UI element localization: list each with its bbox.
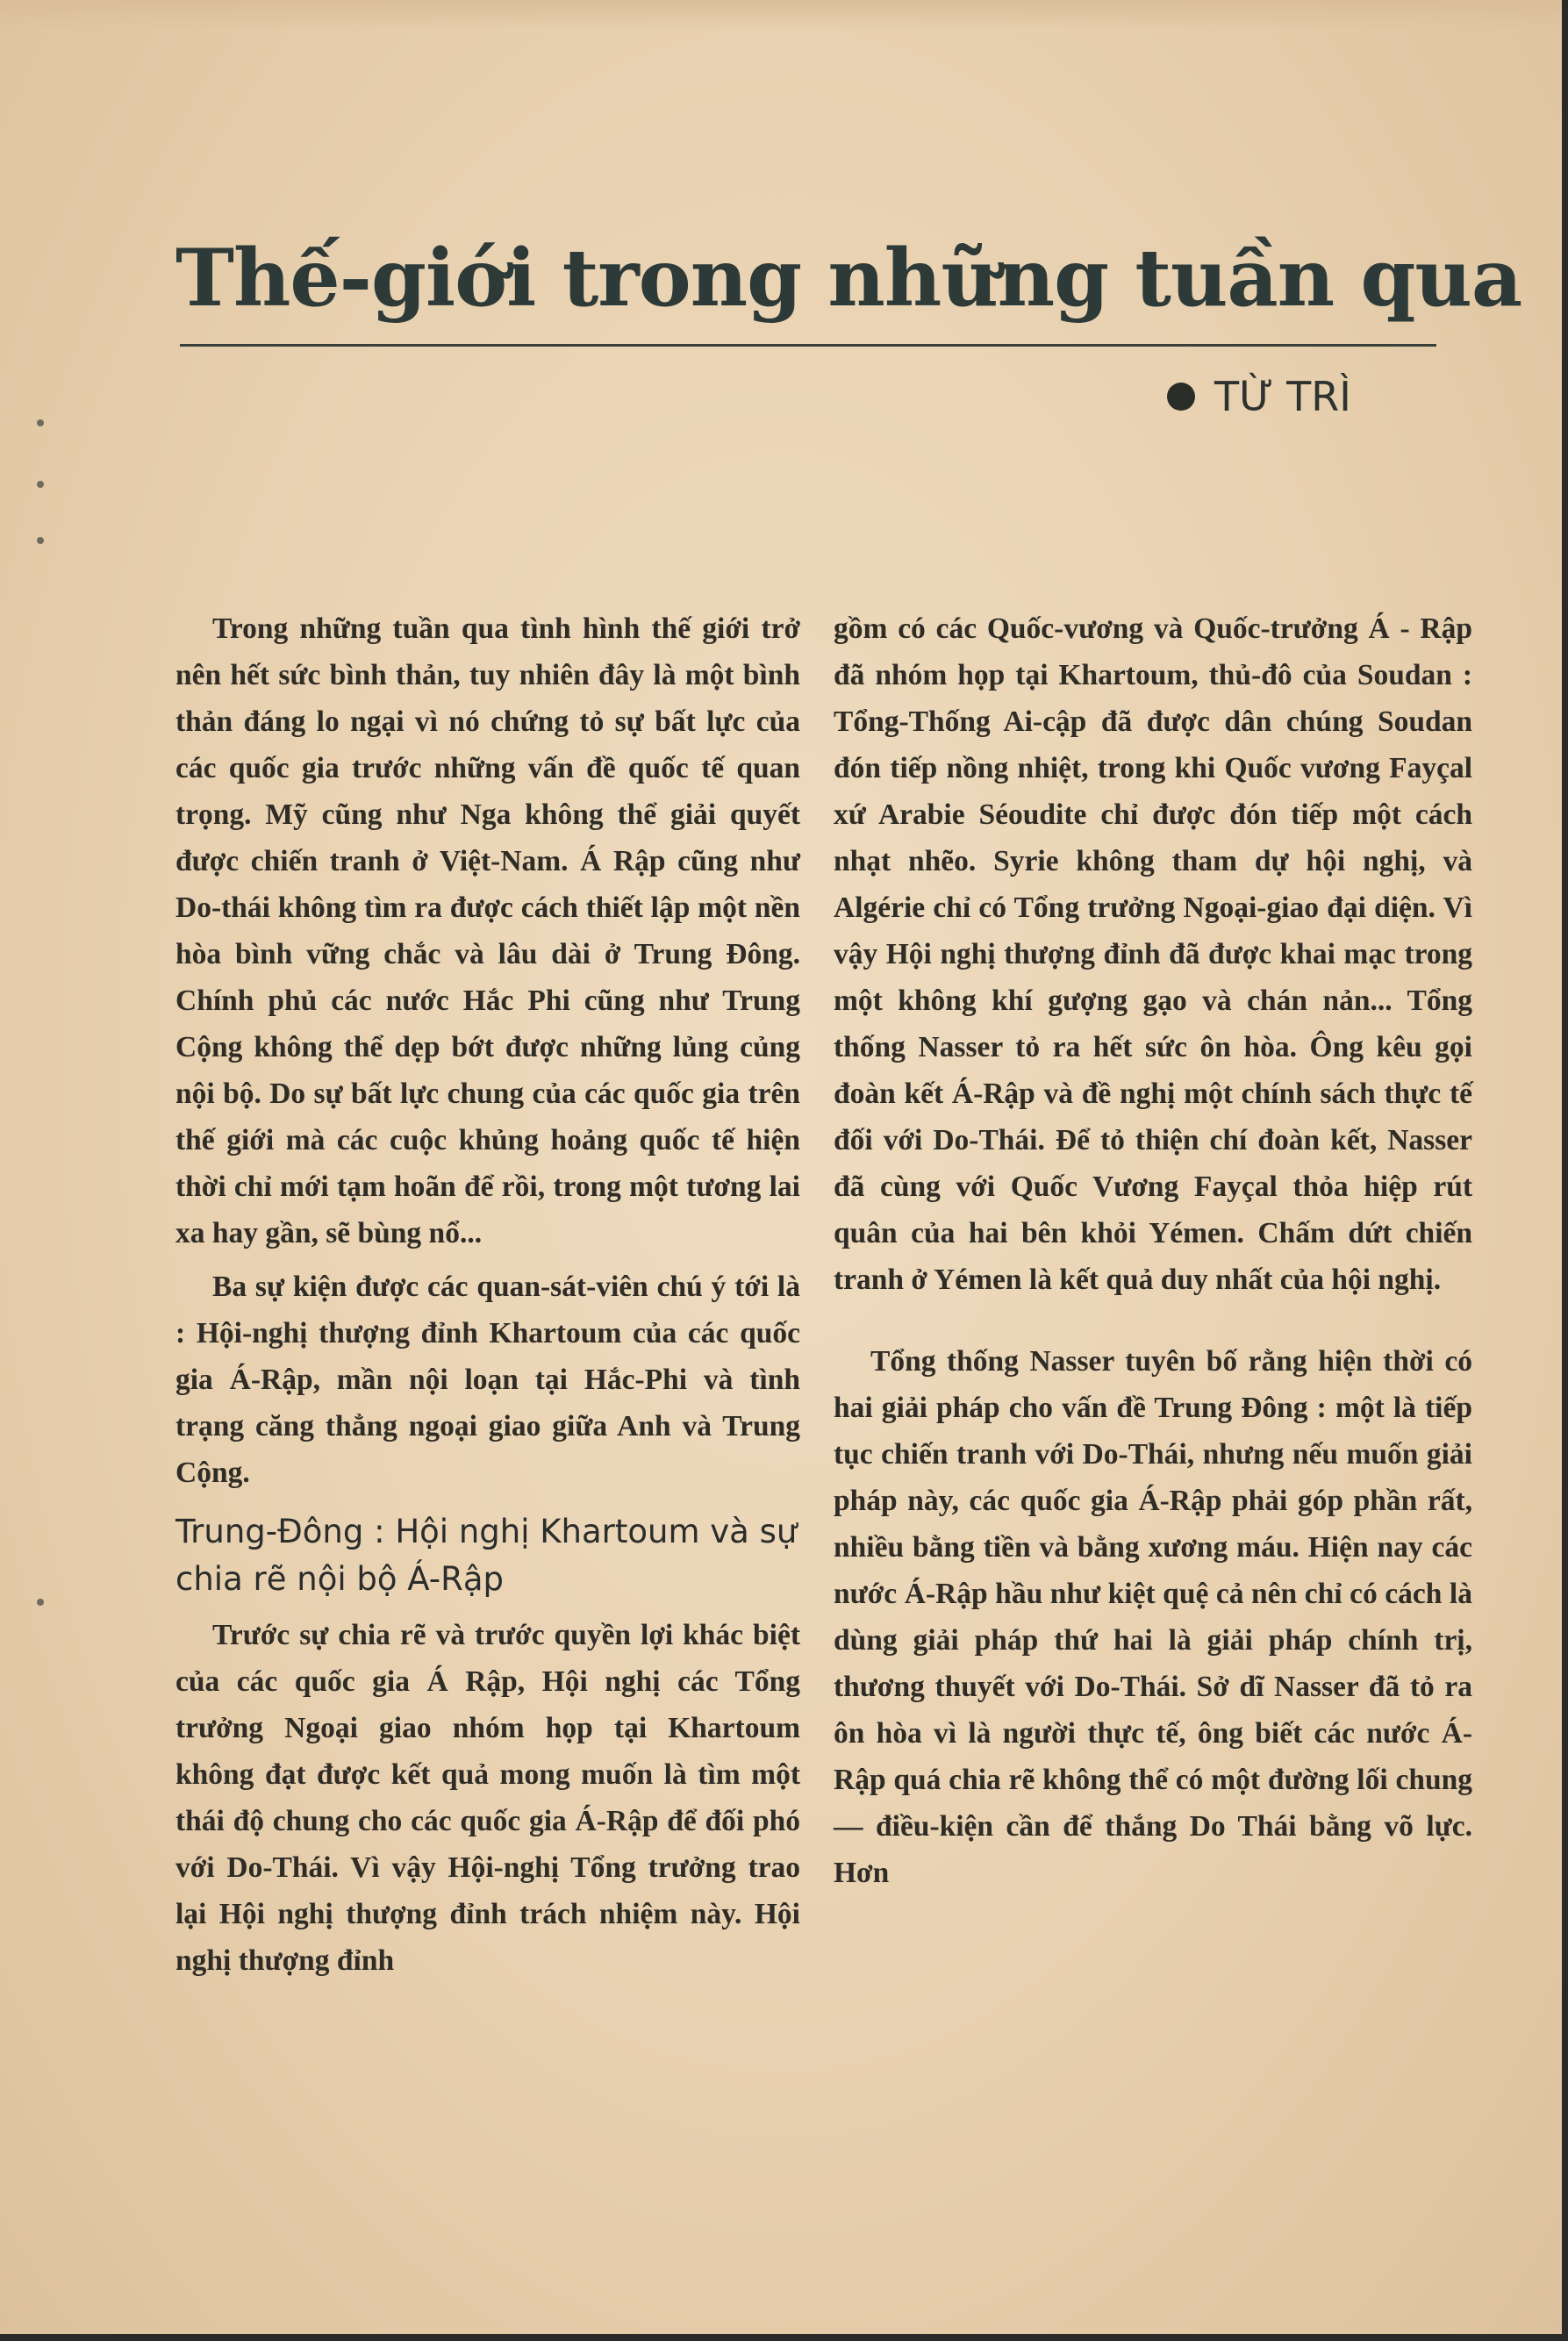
binding-hole-mark (37, 537, 44, 544)
body-paragraph: gồm có các Quốc-vương và Quốc-trưởng Á - Rập đã nhóm họp tại Khartoum, thủ-đô của Soudan : Tổng-Thống Ai-cập đã được dân chúng Soudan đón tiếp nồng nhiệt, trong khi Quốc vương Fayçal xứ Arabie Séoudite chỉ được đón tiếp một cách nhạt nhẽo. Syrie không tham dự hội nghị, và Algérie chỉ có Tổng trưởng Ngoại-giao đại diện. Vì vậy Hội nghị thượng đỉnh đã được khai mạc trong một không khí gượng gạo và chán nản... Tổng thống Nasser tỏ ra hết sức ôn hòa. Ông kêu gọi đoàn kết Á-Rập và đề nghị một chính sách thực tế đối với Do-Thái. Để tỏ thiện chí đoàn kết, Nasser đã cùng với Quốc Vương Fayçal thỏa hiệp rút quân của hai bên khỏi Yémen. Chấm dứt chiến tranh ở Yémen là kết quả duy nhất của hội nghị. (834, 612, 1472, 1296)
right-text-column (834, 605, 1472, 1896)
author-byline (1167, 373, 1448, 420)
body-paragraph: Trong những tuần qua tình hình thế giới trở nên hết sức bình thản, tuy nhiên đây là một bình thản đáng lo ngại vì nó chứng tỏ sự bất lực của các quốc gia trước những vấn đề quốc tế quan trọng. Mỹ cũng như Nga không thể giải quyết được chiến tranh ở Việt-Nam. Á Rập cũng như Do-thái không tìm ra được cách thiết lập một nền hòa bình vững chắc và lâu dài ở Trung Đông. Chính phủ các nước Hắc Phi cũng như Trung Cộng không thể dẹp bớt được những lủng củng nội bộ. Do sự bất lực chung của các quốc gia trên thế giới mà các cuộc khủng hoảng quốc tế hiện thời chỉ mới tạm hoãn để rồi, trong một tương lai xa hay gần, sẽ bùng nổ... (175, 612, 800, 1249)
title-underline (180, 344, 1436, 347)
body-paragraph: Trước sự chia rẽ và trước quyền lợi khác biệt của các quốc gia Á Rập, Hội nghị các Tổng trưởng Ngoại giao nhóm họp tại Khartoum không đạt được kết quả mong muốn là tìm một thái độ chung cho các quốc gia Á-Rập để đối phó với Do-Thái. Vì vậy Hội-nghị Tổng trưởng trao lại Hội nghị thượng đỉnh trách nhiệm này. Hội nghị thượng đỉnh (175, 1619, 800, 1977)
section-subheading: Trung-Đông : Hội nghị Khartoum và sự chia rẽ nội bộ Á-Rập (175, 1513, 798, 1598)
left-text-column (175, 605, 800, 1984)
binding-hole-mark (37, 481, 44, 488)
bullet-icon (1167, 383, 1195, 411)
article-title: Thế-giới trong những tuần qua (175, 232, 1522, 325)
binding-hole-mark (37, 419, 44, 426)
author-name: TỪ TRÌ (1214, 373, 1351, 420)
page-top-edge-shadow (0, 0, 1562, 30)
binding-hole-mark (37, 1599, 44, 1606)
body-paragraph: Tổng thống Nasser tuyên bố rằng hiện thời có hai giải pháp cho vấn đề Trung Đông : một là tiếp tục chiến tranh với Do-Thái, nhưng nếu muốn giải pháp này, các quốc gia Á-Rập phải góp phần rất, nhiều bằng tiền và bằng xương máu. Hiện nay các nước Á-Rập hầu như kiệt quệ cả nên chỉ có cách là dùng giải pháp thứ hai là giải pháp chính trị, thương thuyết với Do-Thái. Sở dĩ Nasser đã tỏ ra ôn hòa vì là người thực tế, ông biết các nước Á-Rập quá chia rẽ không thể có một đường lối chung — điều-kiện cần để thắng Do Thái bằng võ lực. Hơn (834, 1345, 1472, 1889)
body-paragraph: Ba sự kiện được các quan-sát-viên chú ý tới là : Hội-nghị thượng đỉnh Khartoum của các quốc gia Á-Rập, mần nội loạn tại Hắc-Phi và tình trạng căng thẳng ngoại giao giữa Anh và Trung Cộng. (175, 1271, 800, 1489)
